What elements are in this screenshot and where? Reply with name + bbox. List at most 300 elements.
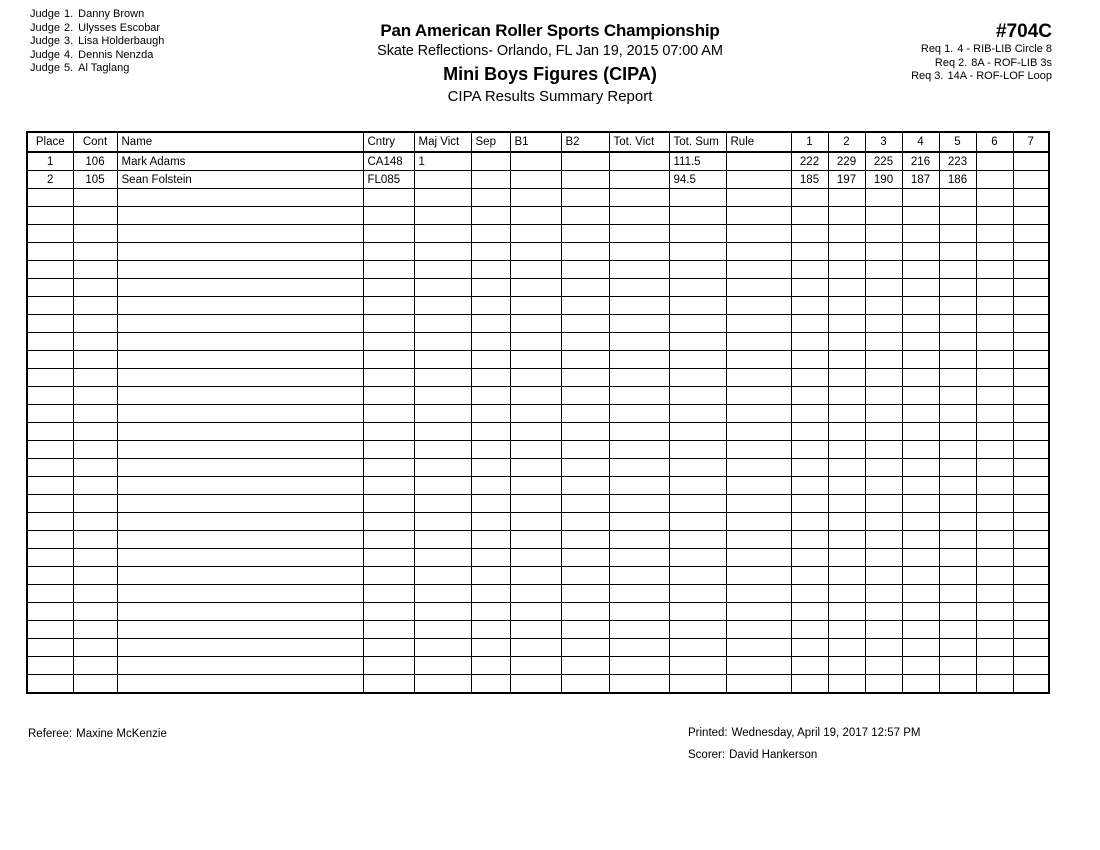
cell-j7[interactable] <box>1013 675 1049 694</box>
cell-tot_sum[interactable]: 94.5 <box>669 171 726 189</box>
cell-b1[interactable] <box>510 225 561 243</box>
cell-cont[interactable] <box>73 243 117 261</box>
cell-maj_vict[interactable] <box>414 405 471 423</box>
cell-j7[interactable] <box>1013 189 1049 207</box>
table-row[interactable] <box>27 351 1049 369</box>
cell-b2[interactable] <box>561 621 609 639</box>
cell-cont[interactable] <box>73 603 117 621</box>
cell-j2[interactable] <box>828 189 865 207</box>
cell-sep[interactable] <box>471 152 510 171</box>
cell-tot_sum[interactable]: 111.5 <box>669 152 726 171</box>
cell-j6[interactable] <box>976 225 1013 243</box>
cell-cntry[interactable] <box>363 603 414 621</box>
cell-j5[interactable] <box>939 243 976 261</box>
cell-maj_vict[interactable] <box>414 207 471 225</box>
cell-tot_sum[interactable] <box>669 567 726 585</box>
cell-cntry[interactable] <box>363 441 414 459</box>
cell-j5[interactable] <box>939 675 976 694</box>
cell-j2[interactable] <box>828 603 865 621</box>
cell-tot_vict[interactable] <box>609 189 669 207</box>
cell-cont[interactable] <box>73 225 117 243</box>
cell-rule[interactable] <box>726 279 791 297</box>
cell-b2[interactable] <box>561 585 609 603</box>
table-row[interactable] <box>27 639 1049 657</box>
table-row[interactable] <box>27 152 1049 171</box>
cell-rule[interactable] <box>726 603 791 621</box>
cell-j3[interactable] <box>865 315 902 333</box>
cell-maj_vict[interactable] <box>414 531 471 549</box>
table-row[interactable] <box>27 207 1049 225</box>
cell-sep[interactable] <box>471 333 510 351</box>
cell-tot_vict[interactable] <box>609 585 669 603</box>
cell-b2[interactable] <box>561 603 609 621</box>
cell-tot_vict[interactable] <box>609 369 669 387</box>
cell-cont[interactable] <box>73 315 117 333</box>
cell-cntry[interactable] <box>363 549 414 567</box>
cell-name[interactable] <box>117 603 363 621</box>
cell-tot_sum[interactable] <box>669 531 726 549</box>
cell-j1[interactable] <box>791 459 828 477</box>
cell-j2[interactable] <box>828 351 865 369</box>
cell-j4[interactable] <box>902 657 939 675</box>
cell-j6[interactable] <box>976 405 1013 423</box>
cell-j5[interactable] <box>939 567 976 585</box>
cell-tot_vict[interactable] <box>609 567 669 585</box>
cell-tot_vict[interactable] <box>609 297 669 315</box>
cell-tot_sum[interactable] <box>669 603 726 621</box>
cell-j5[interactable] <box>939 333 976 351</box>
cell-rule[interactable] <box>726 585 791 603</box>
cell-tot_sum[interactable] <box>669 585 726 603</box>
cell-cont[interactable] <box>73 477 117 495</box>
cell-cont[interactable] <box>73 675 117 694</box>
cell-rule[interactable] <box>726 243 791 261</box>
cell-place[interactable] <box>27 297 73 315</box>
cell-name[interactable] <box>117 279 363 297</box>
cell-cntry[interactable] <box>363 207 414 225</box>
cell-j4[interactable] <box>902 441 939 459</box>
column-header-cont[interactable]: Cont <box>73 132 117 152</box>
cell-cont[interactable] <box>73 423 117 441</box>
cell-j6[interactable] <box>976 423 1013 441</box>
cell-j7[interactable] <box>1013 207 1049 225</box>
cell-b2[interactable] <box>561 279 609 297</box>
cell-cntry[interactable] <box>363 657 414 675</box>
cell-j6[interactable] <box>976 189 1013 207</box>
cell-j3[interactable] <box>865 495 902 513</box>
cell-j3[interactable]: 190 <box>865 171 902 189</box>
cell-j3[interactable] <box>865 333 902 351</box>
cell-tot_vict[interactable] <box>609 387 669 405</box>
cell-cont[interactable] <box>73 405 117 423</box>
cell-j6[interactable] <box>976 387 1013 405</box>
cell-j6[interactable] <box>976 261 1013 279</box>
cell-tot_sum[interactable] <box>669 351 726 369</box>
cell-j6[interactable] <box>976 333 1013 351</box>
cell-tot_sum[interactable] <box>669 387 726 405</box>
cell-j5[interactable] <box>939 603 976 621</box>
cell-b2[interactable] <box>561 369 609 387</box>
table-row[interactable] <box>27 459 1049 477</box>
cell-name[interactable] <box>117 297 363 315</box>
cell-cntry[interactable] <box>363 531 414 549</box>
cell-b1[interactable] <box>510 369 561 387</box>
cell-rule[interactable] <box>726 387 791 405</box>
cell-maj_vict[interactable] <box>414 459 471 477</box>
cell-j2[interactable] <box>828 333 865 351</box>
cell-cntry[interactable] <box>363 351 414 369</box>
cell-j1[interactable] <box>791 279 828 297</box>
table-row[interactable] <box>27 225 1049 243</box>
cell-cntry[interactable] <box>363 513 414 531</box>
cell-name[interactable] <box>117 477 363 495</box>
cell-j1[interactable] <box>791 477 828 495</box>
cell-b1[interactable] <box>510 675 561 694</box>
cell-tot_sum[interactable] <box>669 675 726 694</box>
cell-name[interactable] <box>117 261 363 279</box>
cell-place[interactable] <box>27 657 73 675</box>
cell-b1[interactable] <box>510 152 561 171</box>
cell-j7[interactable] <box>1013 315 1049 333</box>
cell-maj_vict[interactable] <box>414 315 471 333</box>
cell-j6[interactable] <box>976 675 1013 694</box>
cell-cntry[interactable]: CA148 <box>363 152 414 171</box>
cell-b1[interactable] <box>510 621 561 639</box>
cell-j1[interactable]: 222 <box>791 152 828 171</box>
cell-tot_vict[interactable] <box>609 333 669 351</box>
table-row[interactable] <box>27 171 1049 189</box>
cell-sep[interactable] <box>471 261 510 279</box>
cell-rule[interactable] <box>726 441 791 459</box>
cell-cont[interactable] <box>73 333 117 351</box>
cell-j6[interactable] <box>976 459 1013 477</box>
cell-j5[interactable]: 223 <box>939 152 976 171</box>
cell-cntry[interactable] <box>363 495 414 513</box>
cell-name[interactable] <box>117 189 363 207</box>
cell-b2[interactable] <box>561 207 609 225</box>
cell-place[interactable]: 1 <box>27 152 73 171</box>
cell-tot_sum[interactable] <box>669 315 726 333</box>
cell-rule[interactable] <box>726 459 791 477</box>
cell-j7[interactable] <box>1013 657 1049 675</box>
cell-rule[interactable] <box>726 675 791 694</box>
cell-maj_vict[interactable] <box>414 189 471 207</box>
cell-j3[interactable] <box>865 387 902 405</box>
cell-j4[interactable] <box>902 513 939 531</box>
cell-cntry[interactable] <box>363 261 414 279</box>
cell-j1[interactable] <box>791 495 828 513</box>
cell-cont[interactable] <box>73 351 117 369</box>
cell-tot_vict[interactable] <box>609 423 669 441</box>
cell-sep[interactable] <box>471 459 510 477</box>
cell-name[interactable] <box>117 351 363 369</box>
cell-b1[interactable] <box>510 495 561 513</box>
cell-j1[interactable] <box>791 441 828 459</box>
cell-j4[interactable] <box>902 423 939 441</box>
cell-j6[interactable] <box>976 567 1013 585</box>
cell-name[interactable] <box>117 621 363 639</box>
cell-j3[interactable] <box>865 189 902 207</box>
table-row[interactable] <box>27 189 1049 207</box>
cell-j4[interactable] <box>902 387 939 405</box>
cell-b2[interactable] <box>561 405 609 423</box>
cell-j5[interactable] <box>939 459 976 477</box>
cell-j4[interactable] <box>902 261 939 279</box>
cell-tot_vict[interactable] <box>609 207 669 225</box>
cell-sep[interactable] <box>471 351 510 369</box>
cell-cntry[interactable] <box>363 639 414 657</box>
cell-j4[interactable] <box>902 207 939 225</box>
cell-j2[interactable] <box>828 279 865 297</box>
cell-name[interactable] <box>117 585 363 603</box>
column-header-b1[interactable]: B1 <box>510 132 561 152</box>
cell-rule[interactable] <box>726 261 791 279</box>
cell-place[interactable] <box>27 441 73 459</box>
cell-j3[interactable] <box>865 279 902 297</box>
cell-b2[interactable] <box>561 657 609 675</box>
cell-name[interactable] <box>117 495 363 513</box>
cell-j2[interactable] <box>828 441 865 459</box>
cell-cntry[interactable] <box>363 387 414 405</box>
table-row[interactable] <box>27 621 1049 639</box>
cell-j4[interactable] <box>902 621 939 639</box>
cell-b1[interactable] <box>510 657 561 675</box>
cell-b1[interactable] <box>510 333 561 351</box>
cell-place[interactable] <box>27 387 73 405</box>
cell-b1[interactable] <box>510 639 561 657</box>
table-row[interactable] <box>27 315 1049 333</box>
cell-b2[interactable] <box>561 171 609 189</box>
cell-tot_vict[interactable] <box>609 531 669 549</box>
cell-maj_vict[interactable] <box>414 423 471 441</box>
cell-j7[interactable] <box>1013 531 1049 549</box>
cell-j5[interactable] <box>939 315 976 333</box>
cell-j2[interactable]: 197 <box>828 171 865 189</box>
cell-j7[interactable] <box>1013 351 1049 369</box>
cell-b2[interactable] <box>561 261 609 279</box>
cell-place[interactable] <box>27 405 73 423</box>
cell-rule[interactable] <box>726 405 791 423</box>
cell-j7[interactable] <box>1013 171 1049 189</box>
cell-place[interactable] <box>27 225 73 243</box>
cell-sep[interactable] <box>471 423 510 441</box>
cell-place[interactable] <box>27 189 73 207</box>
cell-sep[interactable] <box>471 567 510 585</box>
column-header-j6[interactable]: 6 <box>976 132 1013 152</box>
cell-j6[interactable] <box>976 369 1013 387</box>
cell-maj_vict[interactable] <box>414 297 471 315</box>
cell-j3[interactable] <box>865 369 902 387</box>
cell-j7[interactable] <box>1013 423 1049 441</box>
cell-cont[interactable]: 106 <box>73 152 117 171</box>
cell-b1[interactable] <box>510 459 561 477</box>
cell-rule[interactable] <box>726 369 791 387</box>
cell-tot_sum[interactable] <box>669 279 726 297</box>
table-row[interactable] <box>27 513 1049 531</box>
cell-b1[interactable] <box>510 171 561 189</box>
cell-j4[interactable] <box>902 603 939 621</box>
cell-name[interactable] <box>117 441 363 459</box>
cell-b1[interactable] <box>510 585 561 603</box>
cell-j6[interactable] <box>976 603 1013 621</box>
cell-b2[interactable] <box>561 675 609 694</box>
cell-j6[interactable] <box>976 351 1013 369</box>
cell-b1[interactable] <box>510 315 561 333</box>
cell-cont[interactable] <box>73 369 117 387</box>
cell-j2[interactable] <box>828 585 865 603</box>
table-row[interactable] <box>27 657 1049 675</box>
cell-sep[interactable] <box>471 225 510 243</box>
cell-cont[interactable] <box>73 207 117 225</box>
cell-j6[interactable] <box>976 513 1013 531</box>
column-header-j2[interactable]: 2 <box>828 132 865 152</box>
cell-place[interactable] <box>27 549 73 567</box>
cell-cont[interactable] <box>73 657 117 675</box>
cell-j7[interactable] <box>1013 585 1049 603</box>
cell-maj_vict[interactable] <box>414 603 471 621</box>
table-row[interactable] <box>27 423 1049 441</box>
cell-tot_sum[interactable] <box>669 513 726 531</box>
cell-j2[interactable] <box>828 657 865 675</box>
cell-j7[interactable] <box>1013 369 1049 387</box>
cell-tot_vict[interactable] <box>609 152 669 171</box>
cell-j5[interactable] <box>939 495 976 513</box>
cell-j4[interactable] <box>902 567 939 585</box>
column-header-tot_vict[interactable]: Tot. Vict <box>609 132 669 152</box>
cell-rule[interactable] <box>726 639 791 657</box>
cell-j3[interactable] <box>865 297 902 315</box>
cell-j6[interactable] <box>976 495 1013 513</box>
cell-j7[interactable] <box>1013 603 1049 621</box>
cell-j5[interactable] <box>939 549 976 567</box>
cell-j5[interactable] <box>939 351 976 369</box>
cell-j3[interactable] <box>865 225 902 243</box>
cell-tot_sum[interactable] <box>669 495 726 513</box>
cell-place[interactable] <box>27 585 73 603</box>
cell-j6[interactable] <box>976 477 1013 495</box>
cell-tot_vict[interactable] <box>609 279 669 297</box>
cell-maj_vict[interactable] <box>414 675 471 694</box>
cell-rule[interactable] <box>726 657 791 675</box>
cell-sep[interactable] <box>471 405 510 423</box>
cell-j4[interactable] <box>902 297 939 315</box>
table-row[interactable] <box>27 495 1049 513</box>
cell-j5[interactable] <box>939 261 976 279</box>
cell-maj_vict[interactable] <box>414 387 471 405</box>
cell-j7[interactable] <box>1013 459 1049 477</box>
cell-j5[interactable] <box>939 387 976 405</box>
cell-rule[interactable] <box>726 189 791 207</box>
cell-b1[interactable] <box>510 477 561 495</box>
table-row[interactable] <box>27 387 1049 405</box>
column-header-j1[interactable]: 1 <box>791 132 828 152</box>
cell-b1[interactable] <box>510 297 561 315</box>
cell-tot_sum[interactable] <box>669 423 726 441</box>
table-row[interactable] <box>27 675 1049 694</box>
cell-name[interactable] <box>117 549 363 567</box>
cell-tot_vict[interactable] <box>609 657 669 675</box>
column-header-b2[interactable]: B2 <box>561 132 609 152</box>
cell-j1[interactable] <box>791 531 828 549</box>
cell-j7[interactable] <box>1013 405 1049 423</box>
cell-j1[interactable] <box>791 369 828 387</box>
cell-j6[interactable] <box>976 297 1013 315</box>
column-header-place[interactable]: Place <box>27 132 73 152</box>
cell-rule[interactable] <box>726 315 791 333</box>
cell-tot_sum[interactable] <box>669 369 726 387</box>
cell-j1[interactable] <box>791 657 828 675</box>
cell-tot_sum[interactable] <box>669 333 726 351</box>
cell-tot_sum[interactable] <box>669 657 726 675</box>
cell-j3[interactable] <box>865 639 902 657</box>
cell-j2[interactable] <box>828 675 865 694</box>
cell-j3[interactable] <box>865 513 902 531</box>
cell-j6[interactable] <box>976 207 1013 225</box>
cell-j4[interactable] <box>902 279 939 297</box>
cell-cntry[interactable] <box>363 477 414 495</box>
cell-cont[interactable] <box>73 585 117 603</box>
cell-tot_vict[interactable] <box>609 243 669 261</box>
cell-name[interactable] <box>117 243 363 261</box>
cell-tot_sum[interactable] <box>669 441 726 459</box>
cell-maj_vict[interactable] <box>414 261 471 279</box>
cell-b1[interactable] <box>510 351 561 369</box>
cell-b1[interactable] <box>510 513 561 531</box>
cell-place[interactable] <box>27 279 73 297</box>
cell-place[interactable] <box>27 477 73 495</box>
cell-j5[interactable] <box>939 657 976 675</box>
cell-j2[interactable] <box>828 621 865 639</box>
cell-j5[interactable] <box>939 639 976 657</box>
cell-j5[interactable] <box>939 225 976 243</box>
cell-cont[interactable] <box>73 459 117 477</box>
cell-rule[interactable] <box>726 549 791 567</box>
cell-sep[interactable] <box>471 297 510 315</box>
cell-j7[interactable] <box>1013 549 1049 567</box>
cell-j6[interactable] <box>976 279 1013 297</box>
cell-j5[interactable] <box>939 531 976 549</box>
cell-j2[interactable] <box>828 531 865 549</box>
cell-cont[interactable]: 105 <box>73 171 117 189</box>
cell-b2[interactable] <box>561 441 609 459</box>
cell-maj_vict[interactable] <box>414 243 471 261</box>
cell-b2[interactable] <box>561 297 609 315</box>
table-row[interactable] <box>27 441 1049 459</box>
cell-tot_vict[interactable] <box>609 495 669 513</box>
cell-cont[interactable] <box>73 639 117 657</box>
cell-b2[interactable] <box>561 423 609 441</box>
cell-maj_vict[interactable] <box>414 657 471 675</box>
cell-j5[interactable] <box>939 297 976 315</box>
cell-j3[interactable]: 225 <box>865 152 902 171</box>
table-row[interactable] <box>27 279 1049 297</box>
cell-sep[interactable] <box>471 315 510 333</box>
cell-tot_sum[interactable] <box>669 405 726 423</box>
cell-j7[interactable] <box>1013 567 1049 585</box>
cell-j2[interactable] <box>828 225 865 243</box>
cell-j1[interactable] <box>791 423 828 441</box>
cell-j7[interactable] <box>1013 441 1049 459</box>
cell-b2[interactable] <box>561 387 609 405</box>
cell-cont[interactable] <box>73 549 117 567</box>
cell-j5[interactable] <box>939 621 976 639</box>
cell-b1[interactable] <box>510 261 561 279</box>
cell-maj_vict[interactable] <box>414 495 471 513</box>
cell-b2[interactable] <box>561 225 609 243</box>
cell-tot_vict[interactable] <box>609 621 669 639</box>
cell-cntry[interactable]: FL085 <box>363 171 414 189</box>
cell-b1[interactable] <box>510 441 561 459</box>
